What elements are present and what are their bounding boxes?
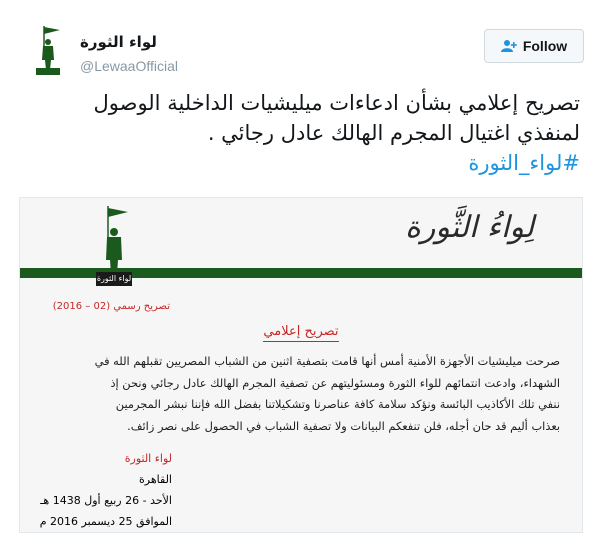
follow-button[interactable] [484, 29, 584, 63]
document-signature [40, 448, 172, 532]
add-user-icon [501, 39, 517, 53]
tweet-text [20, 88, 580, 178]
follow-label: Follow [522, 38, 568, 54]
tweet-line-2: لمنفذي اغتيال المجرم الهالك عادل رجائي . [207, 121, 580, 145]
document-body [44, 351, 560, 437]
author-name[interactable]: لواء الثورة [80, 33, 157, 51]
document-heading [20, 324, 582, 339]
tweet-header [0, 0, 615, 90]
document-logo-text: لِواءُ الثَّورة [405, 210, 534, 245]
document-heading-text: تصريح إعلامي [263, 324, 338, 342]
body-line: ننفي تلك الأكاذيب البائسة ونؤكد سلامة كافة عناصرنا وتشكيلاتنا بفضل الله فإننا نبشر المجرمين [115, 397, 560, 411]
body-line: صرحت ميليشيات الأجهزة الأمنية أمس أنها قامت بتصفية اثنين من الشباب المصريين تقبلهم الله في [94, 354, 560, 368]
author-handle[interactable]: @LewaaOfficial [80, 58, 178, 74]
signature-org: لواء الثورة [124, 452, 172, 465]
body-line: الشهداء، وادعت انتمائهم للواء الثورة ومسئوليتهم عن تصفية المجرم الهالك عادل رجائي ونحن إذ [110, 375, 560, 390]
body-line: بعذاب أليم قد حان أجله، فلن تنفعكم البيانات ولا تصفية الشباب في الحصول على نصر زائف. [127, 418, 560, 433]
signature-date-hijri: الأحد - 26 ربيع أول 1438 هـ [40, 494, 172, 507]
hashtag-link[interactable]: #لواء_الثورة [468, 151, 580, 175]
signature-date-gregorian: الموافق 25 ديسمبر 2016 م [39, 515, 172, 528]
attached-image[interactable] [19, 197, 583, 533]
signature-city: القاهرة [139, 473, 172, 486]
tweet-line-1: تصريح إعلامي بشأن ادعاءات ميليشيات الداخلية الوصول [93, 91, 580, 115]
avatar[interactable] [26, 24, 70, 76]
document-reference: تصريح رسمي (02 – 2016) [52, 301, 170, 312]
emblem-label: لواء الثورة [96, 272, 132, 286]
